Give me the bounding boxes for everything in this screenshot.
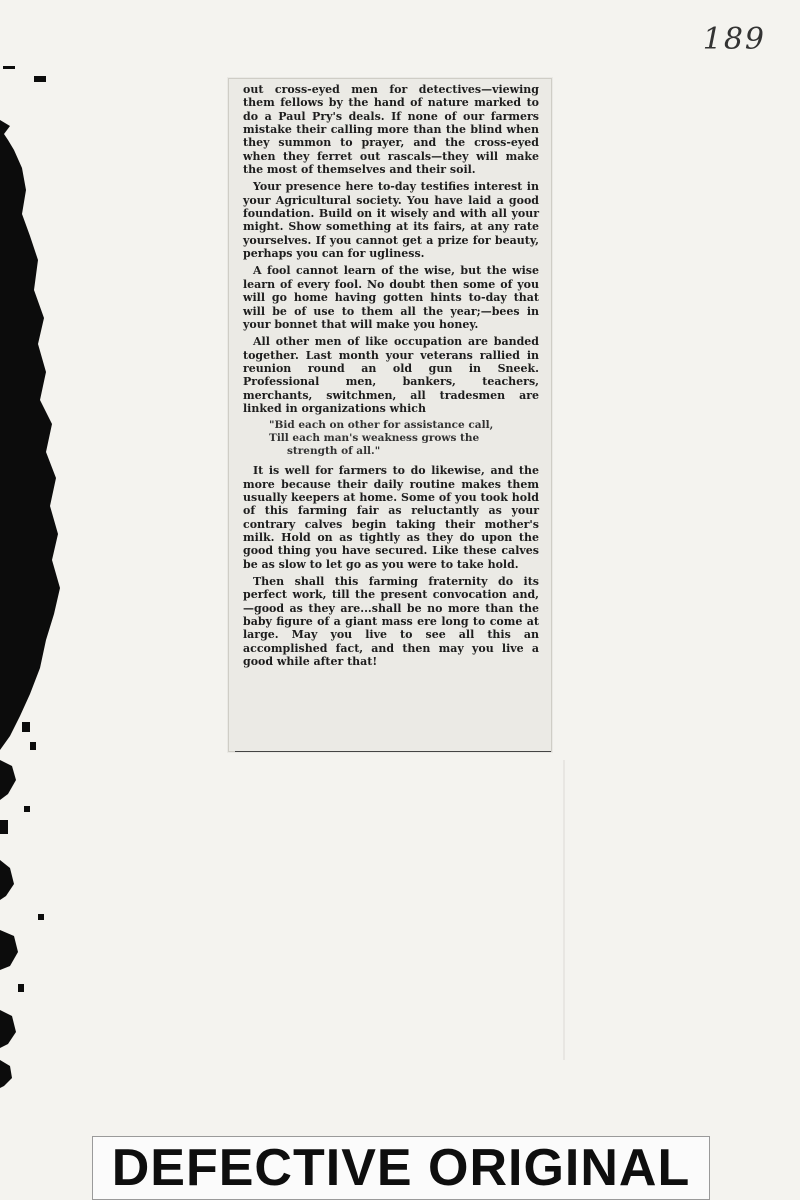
paragraph: Then shall this farming fraternity do its perfect work, till the present convocation and,—good as they are...shall be no more than the baby figure of a giant mass ere long to come at large. May you live to see all this an accomplished fact, and then may you live a good while after that! bbox=[243, 575, 539, 669]
torn-edge-damage bbox=[0, 0, 110, 1200]
paragraph: It is well for farmers to do likewise, and the more because their daily routine makes them usually keepers at home. Some of you took hold of this farming fair as reluctantly as your contrary calves begin taking their mother's milk. Hold on as tightly as they do upon the good thing you have secured. Like these calves be as slow to let go as you were to take hold. bbox=[243, 464, 539, 571]
page-number: 189 bbox=[702, 22, 766, 57]
paragraph: All other men of like occupation are banded together. Last month your veterans rallied in reunion round an old gun in Sneek. Professional men, bankers, teachers, merchants, switchmen, all tradesmen are linked in organizations which bbox=[243, 335, 539, 415]
defective-original-label: DEFECTIVE ORIGINAL bbox=[92, 1136, 710, 1200]
verse-line: strength of all." bbox=[287, 445, 381, 458]
paragraph: out cross-eyed men for detectives—viewing them fellows by the hand of nature marked to do a Paul Pry's deals. If none of our farmers mistake their calling more than the blind when they summon to prayer, and the cross-eyed when they ferret out rascals—they will make the most of themselves and their soil. bbox=[243, 83, 539, 177]
clipping-text bbox=[243, 83, 539, 672]
paragraph: Your presence here to-day testifies interest in your Agricultural society. You have laid a good foundation. Build on it wisely and with all your might. Show something at its fairs, at any rate yourselves. If you cannot get a prize for beauty, perhaps you can for ugliness. bbox=[243, 180, 539, 261]
verse-line: Till each man's weakness grows the bbox=[269, 432, 480, 445]
faint-show-through bbox=[560, 760, 570, 1060]
quoted-verse bbox=[269, 419, 539, 458]
closing-rule bbox=[235, 751, 551, 752]
verse-line: "Bid each on other for assistance call, bbox=[269, 419, 494, 432]
newspaper-clipping bbox=[228, 78, 552, 752]
paragraph: A fool cannot learn of the wise, but the wise learn of every fool. No doubt then some of you will go home having gotten hints to-day that will be of use to them all the year;—bees in your bonnet that will make you honey. bbox=[243, 264, 539, 331]
